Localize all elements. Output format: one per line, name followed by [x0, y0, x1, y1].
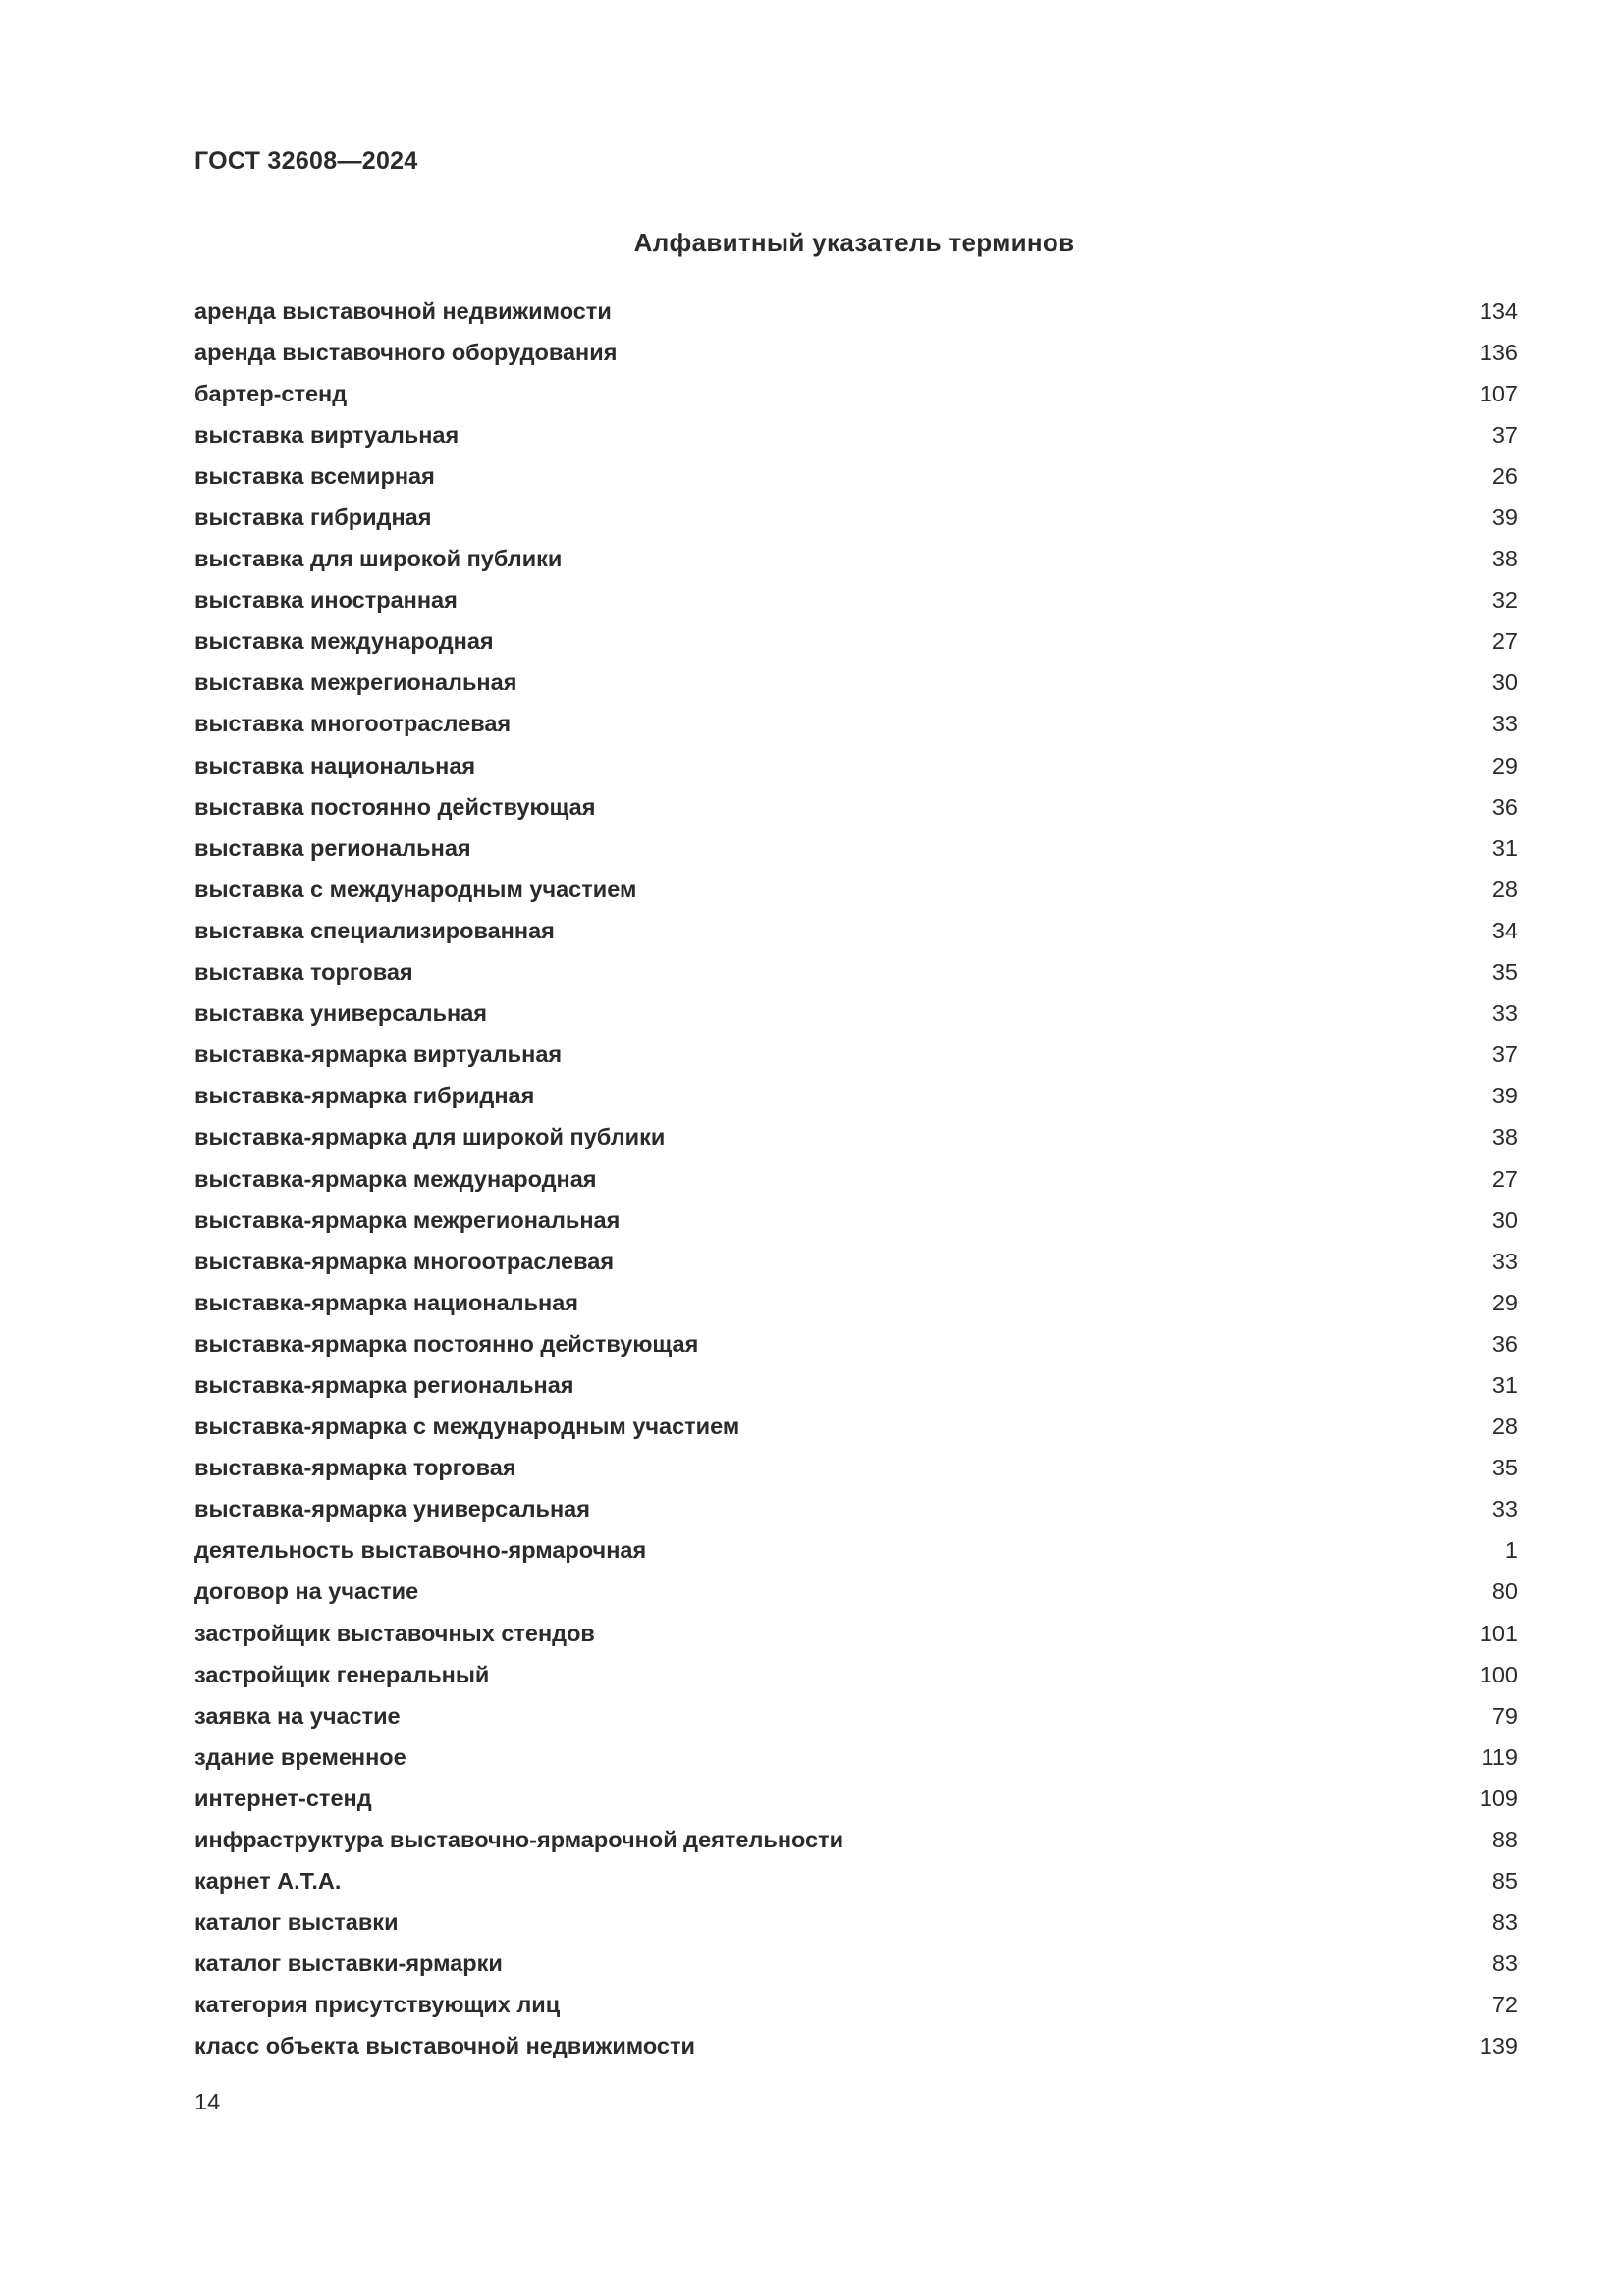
term-label: выставка-ярмарка с международным участием	[194, 1414, 740, 1440]
term-number: 101	[1479, 1620, 1518, 1646]
term-label: бартер-стенд	[194, 380, 348, 406]
term-label: здание временное	[194, 1743, 406, 1770]
term-label: выставка межрегиональная	[194, 669, 517, 696]
term-label: выставка всемирная	[194, 462, 435, 489]
term-number: 33	[1491, 711, 1518, 737]
term-number: 39	[1491, 505, 1518, 531]
term-label: застройщик генеральный	[194, 1661, 490, 1687]
term-label: выставка-ярмарка виртуальная	[194, 1041, 563, 1068]
term-row	[194, 455, 1518, 497]
term-row	[194, 1654, 1518, 1695]
term-row	[194, 1572, 1518, 1613]
term-number: 32	[1491, 587, 1518, 614]
term-number: 80	[1491, 1578, 1518, 1605]
terms-index-list	[194, 291, 1518, 2067]
term-row	[194, 663, 1518, 704]
term-row	[194, 291, 1518, 332]
term-number: 27	[1491, 1165, 1518, 1192]
term-row	[194, 1158, 1518, 1200]
term-number: 119	[1481, 1743, 1518, 1770]
term-row	[194, 1076, 1518, 1117]
term-row	[194, 1407, 1518, 1448]
term-label: выставка торговая	[194, 959, 413, 986]
term-row	[194, 1035, 1518, 1076]
term-row	[194, 1736, 1518, 1778]
term-number: 27	[1491, 628, 1518, 655]
term-row	[194, 1241, 1518, 1282]
term-number: 29	[1491, 752, 1518, 778]
term-number: 33	[1491, 1496, 1518, 1522]
term-number: 29	[1491, 1289, 1518, 1315]
term-label: выставка специализированная	[194, 917, 555, 943]
term-row	[194, 1985, 1518, 2026]
term-number: 28	[1491, 876, 1518, 902]
term-label: заявка на участие	[194, 1702, 401, 1729]
term-number: 35	[1491, 1455, 1518, 1481]
term-label: каталог выставки-ярмарки	[194, 1950, 503, 1977]
term-number: 28	[1491, 1414, 1518, 1440]
index-title: Алфавитный указатель терминов	[633, 228, 1075, 257]
term-label: выставка-ярмарка постоянно действующая	[194, 1330, 699, 1357]
term-number: 30	[1491, 1206, 1518, 1233]
term-number: 37	[1491, 1041, 1518, 1068]
term-row	[194, 745, 1518, 786]
term-label: карнет А.Т.А.	[194, 1868, 342, 1895]
term-row	[194, 373, 1518, 414]
term-row	[194, 1902, 1518, 1944]
term-row	[194, 1117, 1518, 1158]
term-label: выставка-ярмарка гибридная	[194, 1083, 535, 1109]
term-number: 83	[1491, 1950, 1518, 1977]
term-label: выставка с международным участием	[194, 876, 637, 902]
term-row	[194, 1530, 1518, 1572]
term-number: 72	[1491, 1992, 1518, 2018]
term-label: выставка иностранная	[194, 587, 458, 614]
term-row	[194, 1200, 1518, 1241]
term-row	[194, 993, 1518, 1035]
term-row	[194, 1944, 1518, 1985]
term-number: 139	[1479, 2033, 1518, 2059]
term-number: 38	[1491, 546, 1518, 572]
term-row	[194, 786, 1518, 828]
term-row	[194, 910, 1518, 951]
term-number: 31	[1491, 834, 1518, 861]
term-row	[194, 1861, 1518, 1902]
term-label: выставка гибридная	[194, 505, 432, 531]
term-row	[194, 1778, 1518, 1819]
term-row	[194, 1613, 1518, 1654]
term-label: выставка-ярмарка региональная	[194, 1371, 574, 1398]
term-row	[194, 1819, 1518, 1860]
term-number: 88	[1491, 1827, 1518, 1853]
term-row	[194, 539, 1518, 580]
term-label: аренда выставочной недвижимости	[194, 297, 612, 324]
term-number: 1	[1504, 1537, 1518, 1564]
term-row	[194, 1282, 1518, 1323]
page-number: 14	[194, 2089, 221, 2114]
term-row	[194, 704, 1518, 745]
term-number: 107	[1479, 380, 1518, 406]
term-label: аренда выставочного оборудования	[194, 339, 618, 365]
term-number: 39	[1491, 1083, 1518, 1109]
term-number: 36	[1491, 1330, 1518, 1357]
term-label: выставка-ярмарка для широкой публики	[194, 1124, 666, 1150]
term-number: 38	[1491, 1124, 1518, 1150]
term-row	[194, 621, 1518, 663]
term-number: 85	[1491, 1868, 1518, 1895]
term-label: каталог выставки	[194, 1909, 399, 1936]
term-number: 83	[1491, 1909, 1518, 1936]
term-label: выставка универсальная	[194, 1000, 488, 1027]
term-row	[194, 1323, 1518, 1364]
term-number: 79	[1491, 1702, 1518, 1729]
term-label: выставка-ярмарка торговая	[194, 1455, 516, 1481]
term-number: 26	[1491, 462, 1518, 489]
term-label: выставка для широкой публики	[194, 546, 563, 572]
term-label: категория присутствующих лиц	[194, 1992, 561, 2018]
document-code: ГОСТ 32608—2024	[194, 147, 418, 175]
term-row	[194, 2026, 1518, 2067]
term-label: выставка-ярмарка межрегиональная	[194, 1206, 621, 1233]
term-label: выставка постоянно действующая	[194, 793, 596, 820]
term-number: 34	[1491, 917, 1518, 943]
term-number: 136	[1479, 339, 1518, 365]
term-row	[194, 1364, 1518, 1406]
term-row	[194, 828, 1518, 869]
term-label: выставка-ярмарка национальная	[194, 1289, 579, 1315]
term-number: 31	[1491, 1371, 1518, 1398]
term-number: 37	[1491, 421, 1518, 448]
term-label: выставка-ярмарка международная	[194, 1165, 597, 1192]
term-label: выставка-ярмарка многоотраслевая	[194, 1248, 615, 1274]
term-label: выставка-ярмарка универсальная	[194, 1496, 590, 1522]
term-row	[194, 414, 1518, 455]
term-row	[194, 1489, 1518, 1530]
term-label: деятельность выставочно-ярмарочная	[194, 1537, 647, 1564]
term-row	[194, 497, 1518, 538]
term-label: выставка региональная	[194, 834, 471, 861]
term-number: 100	[1479, 1661, 1518, 1687]
term-number: 33	[1491, 1000, 1518, 1027]
term-label: интернет-стенд	[194, 1785, 372, 1811]
term-number: 35	[1491, 959, 1518, 986]
term-row	[194, 580, 1518, 621]
term-label: застройщик выставочных стендов	[194, 1620, 595, 1646]
term-label: инфраструктура выставочно-ярмарочной деятельности	[194, 1827, 844, 1853]
term-row	[194, 1695, 1518, 1736]
term-label: договор на участие	[194, 1578, 419, 1605]
term-label: выставка национальная	[194, 752, 476, 778]
term-row	[194, 952, 1518, 993]
term-number: 36	[1491, 793, 1518, 820]
term-label: выставка международная	[194, 628, 494, 655]
term-label: выставка многоотраслевая	[194, 711, 512, 737]
term-label: выставка виртуальная	[194, 421, 460, 448]
term-row	[194, 1448, 1518, 1489]
term-number: 109	[1479, 1785, 1518, 1811]
term-row	[194, 332, 1518, 373]
term-number: 134	[1479, 297, 1518, 324]
term-label: класс объекта выставочной недвижимости	[194, 2033, 695, 2059]
term-number: 30	[1491, 669, 1518, 696]
term-number: 33	[1491, 1248, 1518, 1274]
term-row	[194, 869, 1518, 910]
